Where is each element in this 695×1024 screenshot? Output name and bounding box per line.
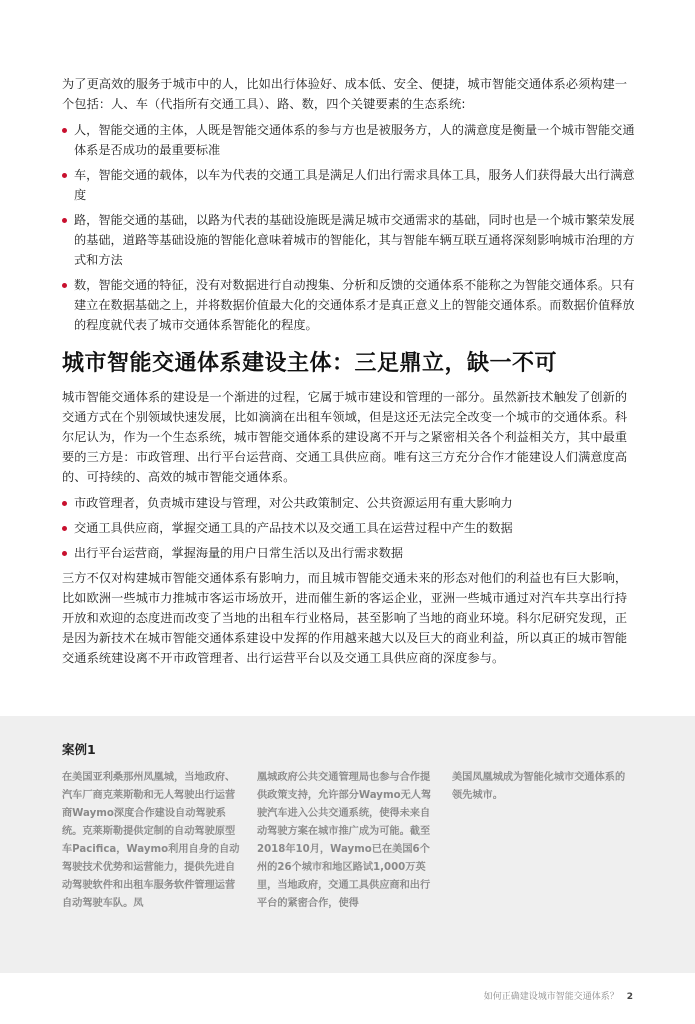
- bullet-dot-icon: [62, 501, 67, 506]
- list-item: 交通工具供应商，掌握交通工具的产品技术以及交通工具在运营过程中产生的数据: [62, 518, 636, 538]
- bullet-dot-icon: [62, 128, 67, 133]
- bullet-dot-icon: [62, 526, 67, 531]
- list-item: 路，智能交通的基础，以路为代表的基础设施既是满足城市交通需求的基础，同时也是一个城市繁荣发展的基础，道路等基础设施的智能化意味着城市的智能化，其与智能车辆互联互通将深刻影响城市治理的方式和方法: [62, 210, 636, 270]
- case-column-1: 在美国亚利桑那州凤凰城，当地政府、汽车厂商克莱斯勒和无人驾驶出行运营商Waymo深度合作建设自动驾驶系统。克莱斯勒提供定制的自动驾驶原型车Pacifica，Waymo利用自身的自动驾驶技术优势和运营能力，提供先进自动驾驶软件和出租车服务软件管理运营自动驾驶车队。凤: [62, 772, 240, 909]
- case-study-title: 案例1: [62, 742, 96, 757]
- intro-paragraph: 为了更高效的服务于城市中的人，比如出行体验好、成本低、安全、便捷，城市智能交通体系必须构建一个包括：人、车（代指所有交通工具）、路、数，四个关键要素的生态系统:: [62, 77, 628, 111]
- footer-title: 如何正确建设城市智能交通体系？: [483, 992, 619, 1002]
- page-footer: [484, 989, 633, 1002]
- section-heading: 城市智能交通体系建设主体：三足鼎立，缺一不可: [62, 351, 558, 376]
- page-number: 2: [626, 992, 633, 1002]
- bullet-dot-icon: [62, 218, 67, 223]
- bullet-dot-icon: [62, 173, 67, 178]
- bullet-dot-icon: [62, 551, 67, 556]
- case-column-2: 凰城政府公共交通管理局也参与合作提供政策支持，允许部分Waymo无人驾驶汽车进入公共交通系统，使得未来自动驾驶方案在城市推广成为可能。截至2018年10月，Waymo已在美国6个州的26个城市和地区路试1,000万英里，当地政府，交通工具供应商和出行平台的紧密合作，使得: [257, 772, 432, 909]
- case-column-3: 美国凤凰城成为智能化城市交通体系的领先城市。: [452, 772, 626, 801]
- list-item: 市政管理者，负责城市建设与管理，对公共政策制定、公共资源运用有重大影响力: [62, 493, 636, 513]
- list-item: 人，智能交通的主体，人既是智能交通体系的参与方也是被服务方，人的满意度是衡量一个城市智能交通体系是否成功的最重要标准: [62, 120, 636, 160]
- list-item: 数，智能交通的特征，没有对数据进行自动搜集、分析和反馈的交通体系不能称之为智能交通体系。只有建立在数据基础之上，并将数据价值最大化的交通体系才是真正意义上的智能交通体系。而数据价值释放的程度就代表了城市交通体系智能化的程度。: [62, 275, 636, 335]
- bullet-dot-icon: [62, 283, 67, 288]
- parties-list: [62, 493, 636, 563]
- section-paragraph: 城市智能交通体系的建设是一个渐进的过程，它属于城市建设和管理的一部分。虽然新技术触发了创新的交通方式在个别领域快速发展，比如滴滴在出租车领域，但是这还无法完全改变一个城市的交通体系。科尔尼认为，作为一个生态系统，城市智能交通体系的建设离不开与之紧密相关各个利益相关方，其中最重要的三方是：市政管理、出行平台运营商、交通工具供应商。唯有这三方充分合作才能建设人们满意度高的、可持续的、高效的城市智能交通体系。: [62, 390, 628, 484]
- list-item: 车，智能交通的载体，以车为代表的交通工具是满足人们出行需求具体工具，服务人们获得最大出行满意度: [62, 165, 636, 205]
- main-content: [62, 74, 636, 668]
- elements-list: [62, 120, 636, 335]
- list-item: 出行平台运营商，掌握海量的用户日常生活以及出行需求数据: [62, 543, 636, 563]
- closing-paragraph: 三方不仅对构建城市智能交通体系有影响力，而且城市智能交通未来的形态对他们的利益也有巨大影响，比如欧洲一些城市力推城市客运市场放开，进而催生新的客运企业，亚洲一些城市通过对汽车共享出行持开放和欢迎的态度进而改变了当地的出租车行业格局，甚至影响了当地的商业环境。科尔尼研究发现，正是因为新技术在城市智能交通体系建设中发挥的作用越来越大以及巨大的商业利益，所以真正的城市智能交通系统建设离不开市政管理者、出行运营平台以及交通工具供应商的深度参与。: [62, 571, 628, 665]
